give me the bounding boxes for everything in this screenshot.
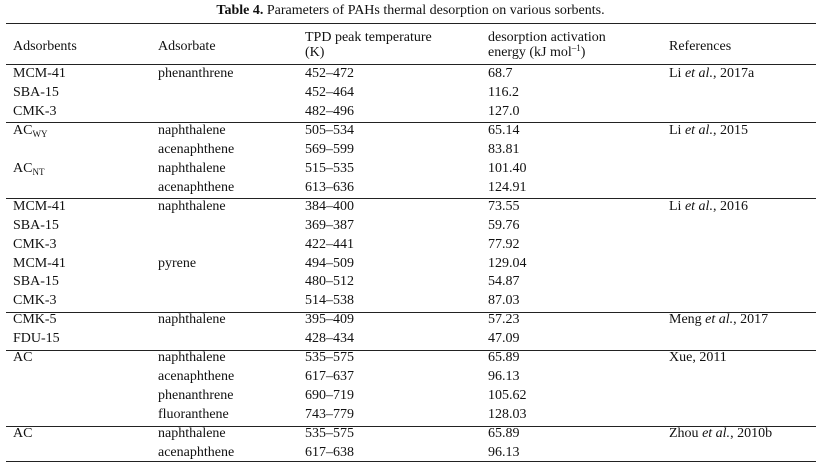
activation-energy: 87.03 [488,293,520,309]
activation-energy: 68.7 [488,66,513,81]
cell-reference [669,65,754,83]
ref-author: Zhou [669,426,699,442]
adsorbate-name: acenaphthene [158,445,235,460]
adsorbent-name: SBA-15 [13,217,59,233]
cell-tpd [305,387,354,405]
ref-etal: et al. [705,312,734,328]
tpd-range: 569–599 [305,141,354,157]
cell-energy [488,84,519,102]
adsorbent-name: CMK-3 [13,236,57,252]
adsorbent-subscript: NT [32,166,45,177]
cell-energy [488,330,520,348]
cell-adsorbate [158,444,234,462]
ref-year: , 2015 [712,122,748,138]
cell-tpd [305,65,354,83]
tpd-range: 617–637 [305,369,354,385]
tpd-range: 384–400 [305,198,354,214]
cell-energy [488,273,520,291]
cell-tpd [305,406,354,424]
cell-adsorbent [13,255,66,273]
ref-year: , 2016 [712,198,748,214]
adsorbate-name: naphthalene [158,198,226,214]
bottom-rule [6,461,816,462]
cell-adsorbate [158,160,226,178]
ref-author: Li [669,122,682,138]
cell-tpd [305,292,354,310]
tpd-range: 480–512 [305,274,354,290]
table-caption-text: Parameters of PAHs thermal desorption on various sorbents. [266,3,605,18]
activation-energy: 77.92 [488,236,520,252]
tpd-range: 515–535 [305,160,354,176]
cell-tpd [305,255,354,273]
cell-adsorbent [13,103,57,121]
adsorbent-name: AC [13,426,33,442]
ref-author: Xue, 2011 [669,350,727,366]
activation-energy: 124.91 [488,179,527,195]
adsorbent-name: CMK-3 [13,103,57,119]
adsorbate-name: pyrene [158,255,197,271]
header-energy [488,30,606,60]
cell-energy [488,217,520,235]
adsorbent-name: AC [13,122,33,138]
cell-adsorbent [13,273,59,291]
cell-adsorbate [158,179,234,197]
cell-tpd [305,273,354,291]
group-separator [6,426,816,427]
adsorbate-name: naphthalene [158,426,226,442]
cell-reference [669,349,727,367]
cell-adsorbate [158,406,229,424]
adsorbent-name: AC [13,350,33,366]
ref-year: , 2017a [712,66,755,81]
tpd-range: 505–534 [305,122,354,138]
cell-tpd [305,84,354,102]
activation-energy: 65.89 [488,350,520,366]
activation-energy: 105.62 [488,388,527,404]
tpd-range: 494–509 [305,255,354,271]
cell-tpd [305,141,354,159]
cell-reference [669,311,768,329]
activation-energy: 65.14 [488,122,520,138]
group-separator [6,122,816,123]
adsorbent-name: MCM-41 [13,198,66,214]
adsorbate-name: naphthalene [158,312,226,328]
cell-energy [488,122,520,140]
tpd-range: 395–409 [305,312,354,328]
cell-tpd [305,122,354,140]
cell-adsorbate [158,368,234,386]
adsorbate-name: acenaphthene [158,369,235,385]
cell-tpd [305,444,354,462]
cell-energy [488,103,520,121]
ref-etal: et al. [684,198,713,214]
adsorbate-name: phenanthrene [158,388,234,404]
cell-energy [488,444,520,462]
ref-author: Meng [669,312,702,328]
cell-energy [488,141,520,159]
ref-year: , 2017 [733,312,769,328]
cell-tpd [305,160,354,178]
tpd-range: 617–638 [305,445,354,460]
tpd-range: 452–472 [305,66,354,81]
header-energy-unit: energy (kJ mol [488,45,572,60]
ref-author: Li [669,198,682,214]
cell-energy [488,425,520,443]
cell-adsorbent [13,84,59,102]
activation-energy: 96.13 [488,369,520,385]
cell-reference [669,122,748,140]
cell-adsorbent [13,217,59,235]
cell-tpd [305,103,354,121]
adsorbent-name: FDU-15 [13,331,60,347]
tpd-range: 514–538 [305,293,354,309]
adsorbate-name: acenaphthene [158,141,235,157]
group-separator [6,350,816,351]
cell-energy [488,406,527,424]
activation-energy: 47.09 [488,331,520,347]
cell-adsorbate [158,198,226,216]
adsorbent-name: CMK-5 [13,312,57,328]
cell-adsorbent [13,425,32,443]
cell-energy [488,255,527,273]
adsorbent-name: MCM-41 [13,255,66,271]
header-tpd [305,30,432,60]
adsorbate-name: acenaphthene [158,179,235,195]
adsorbate-name: phenanthrene [158,66,234,81]
adsorbate-name: naphthalene [158,122,226,138]
adsorbent-name: SBA-15 [13,274,59,290]
cell-energy [488,387,527,405]
activation-energy: 116.2 [488,85,519,100]
cell-adsorbent [13,311,57,329]
cell-adsorbent [13,65,66,83]
ref-etal: et al. [684,122,713,138]
adsorbate-name: fluoranthene [158,407,229,423]
cell-adsorbate [158,65,233,83]
tpd-range: 422–441 [305,236,354,252]
tpd-range: 613–636 [305,179,354,195]
ref-year: , 2010b [730,426,773,442]
cell-reference [669,425,772,443]
cell-tpd [305,236,354,254]
ref-etal: et al. [702,426,731,442]
cell-energy [488,65,513,83]
header-energy-exponent: –1 [571,43,581,53]
cell-adsorbent [13,198,66,216]
group-separator [6,312,816,313]
activation-energy: 54.87 [488,274,520,290]
cell-adsorbate [158,311,226,329]
tpd-range: 428–434 [305,331,354,347]
cell-adsorbate [158,255,196,273]
cell-energy [488,292,520,310]
adsorbent-name: SBA-15 [13,85,59,100]
cell-adsorbate [158,425,226,443]
cell-energy [488,349,520,367]
adsorbent-name: CMK-3 [13,293,57,309]
header-tpd-line2: (K) [305,45,325,60]
adsorbent-subscript: WY [32,128,48,139]
header-energy-line2 [488,45,606,60]
tpd-range: 535–575 [305,426,354,442]
tpd-range: 482–496 [305,103,354,119]
cell-energy [488,236,520,254]
cell-tpd [305,311,354,329]
adsorbent-name: MCM-41 [13,66,66,81]
activation-energy: 128.03 [488,407,527,423]
cell-adsorbent [13,160,44,178]
cell-energy [488,311,520,329]
activation-energy: 73.55 [488,198,520,214]
activation-energy: 101.40 [488,160,527,176]
adsorbent-name: AC [13,160,33,176]
activation-energy: 65.89 [488,426,520,442]
cell-energy [488,160,527,178]
cell-reference [669,198,748,216]
header-adsorbents: Adsorbents [13,39,77,54]
adsorbate-name: naphthalene [158,350,226,366]
activation-energy: 83.81 [488,141,520,157]
tpd-range: 743–779 [305,407,354,423]
activation-energy: 127.0 [488,103,520,119]
ref-author: Li [669,66,682,81]
cell-energy [488,179,527,197]
tpd-range: 369–387 [305,217,354,233]
top-rule [6,23,816,24]
header-tpd-line1: TPD peak temperature [305,30,432,45]
table-caption-label: Table 4. [216,3,264,18]
cell-adsorbate [158,349,226,367]
tpd-range: 535–575 [305,350,354,366]
header-references: References [669,39,732,54]
cell-tpd [305,198,354,216]
tpd-range: 690–719 [305,388,354,404]
activation-energy: 129.04 [488,255,527,271]
cell-adsorbent [13,330,60,348]
header-adsorbate: Adsorbate [158,39,216,54]
cell-tpd [305,330,354,348]
cell-tpd [305,368,354,386]
cell-adsorbate [158,122,226,140]
group-separator [6,198,816,199]
header-energy-line1: desorption activation [488,30,606,45]
cell-energy [488,368,520,386]
cell-tpd [305,179,354,197]
header-energy-close: ) [580,45,586,60]
activation-energy: 96.13 [488,445,520,460]
cell-energy [488,198,520,216]
activation-energy: 59.76 [488,217,520,233]
activation-energy: 57.23 [488,312,520,328]
cell-adsorbate [158,387,233,405]
tpd-range: 452–464 [305,85,354,100]
table-caption [0,2,821,20]
adsorbate-name: naphthalene [158,160,226,176]
cell-adsorbate [158,141,234,159]
cell-tpd [305,425,354,443]
cell-tpd [305,349,354,367]
cell-adsorbent [13,122,47,140]
cell-adsorbent [13,236,57,254]
ref-etal: et al. [684,66,713,81]
cell-tpd [305,217,354,235]
cell-adsorbent [13,349,32,367]
cell-adsorbent [13,292,57,310]
